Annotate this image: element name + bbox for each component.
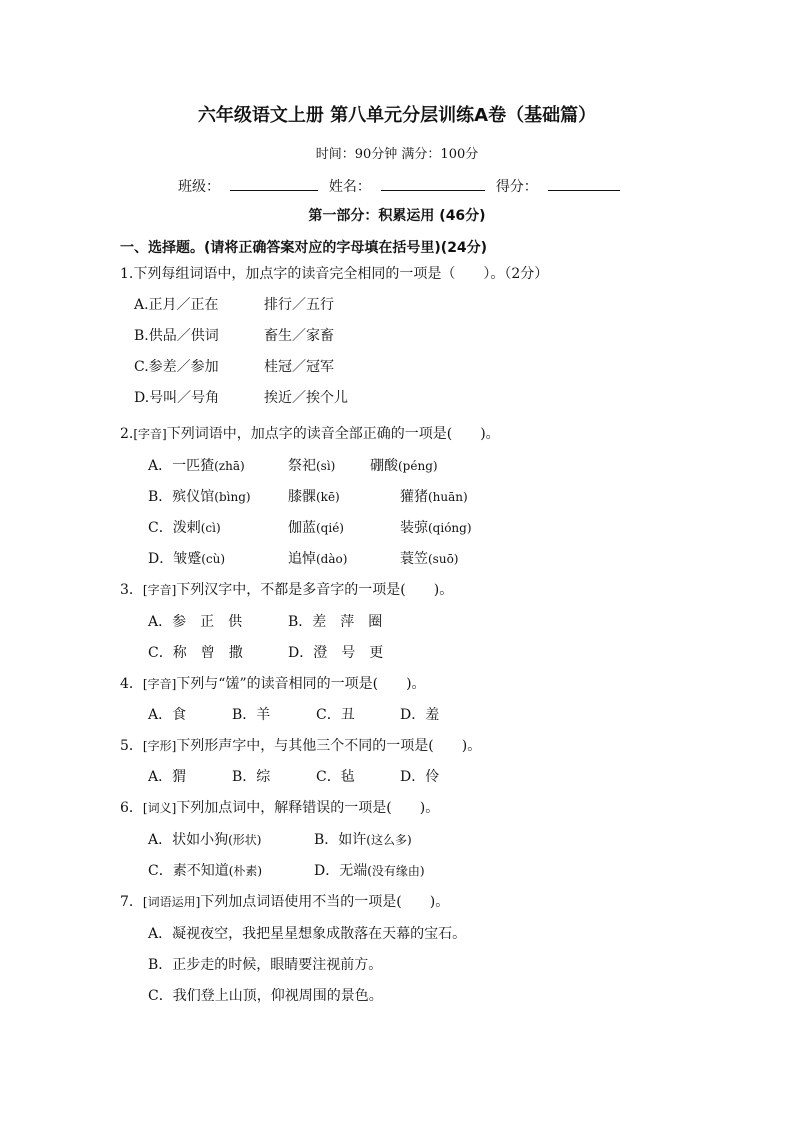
q2-c-p1: (cì) — [200, 521, 221, 535]
q6-option-a-expl: (形状) — [228, 833, 262, 847]
q3-option-a: A．参 正 供 — [148, 614, 243, 630]
q2-d-item3 — [400, 549, 458, 569]
q3-row2 — [148, 643, 383, 663]
q1-option-d-right: 挨近／挨个儿 — [264, 390, 348, 406]
q1-option-c — [134, 357, 334, 377]
q2-tag: [字音] — [133, 427, 167, 441]
q4-option-a: A．食 — [148, 707, 187, 723]
q1-option-b-left: B.供品／供词 — [134, 328, 219, 344]
q2-a-p3: (péng) — [398, 459, 438, 473]
q1-option-d — [134, 388, 348, 408]
q3-stem — [120, 580, 453, 600]
q2-option-b — [148, 487, 468, 507]
part1-title: 第一部分：积累运用 (46分) — [308, 208, 486, 224]
q4-stem — [120, 674, 426, 694]
section1-text: 一、选择题。(请将正确答案对应的字母填在括号里)(24分) — [120, 240, 488, 256]
q3-option-c: C．称 曾 撒 — [148, 645, 243, 661]
q5-number: 5． — [120, 738, 143, 754]
q2-a-w3: 硼酸 — [370, 458, 398, 474]
q6-option-d — [314, 861, 425, 881]
q2-a-p2: (sì) — [316, 459, 336, 473]
q1-option-d-left: D.号叫／号角 — [134, 390, 220, 406]
q2-d-item2 — [288, 549, 400, 569]
q7-option-a: A．凝视夜空，我把星星想象成散落在天幕的宝石。 — [148, 926, 467, 942]
q6-option-b — [314, 830, 412, 850]
q3-number: 3． — [120, 582, 143, 598]
q2-d-label: D． — [148, 551, 174, 567]
q5-stem — [120, 736, 481, 756]
q2-d-item1 — [148, 549, 288, 569]
q1-option-a — [134, 295, 334, 315]
q2-a-item1 — [148, 456, 288, 476]
q6-tag: [词义] — [142, 801, 177, 815]
class-blank[interactable] — [230, 176, 318, 191]
q7-tag: [词语运用] — [142, 895, 201, 909]
q7-stem — [120, 892, 449, 912]
q2-a-w1: 一匹猹 — [172, 458, 215, 474]
q1-option-c-left: C.参差／参加 — [134, 359, 219, 375]
q5-options — [148, 767, 439, 787]
q2-option-d — [148, 549, 458, 569]
q2-a-w2: 祭祀 — [288, 458, 316, 474]
q6-row2 — [148, 861, 425, 881]
q6-option-c — [148, 861, 314, 881]
q3-option-d: D．澄 号 更 — [288, 645, 384, 661]
q1-stem: 1.下列每组词语中，加点字的读音完全相同的一项是（ ）。（2分） — [120, 266, 549, 282]
q1-option-b-right: 畜生／家畜 — [264, 328, 334, 344]
q2-d-p3: (suō) — [428, 552, 459, 566]
name-label: 姓名： — [328, 179, 371, 195]
q3-tag: [字音] — [142, 583, 177, 597]
q7-text: 下列加点词语使用不当的一项是( )。 — [200, 894, 450, 910]
q2-d-p1: (cù) — [201, 552, 226, 566]
q2-b-item3 — [400, 487, 468, 507]
q6-option-a-text: A．状如小狗 — [148, 832, 229, 848]
q4-text: 下列与“馐”的读音相同的一项是( )。 — [176, 676, 426, 692]
q2-c-p2: (qié) — [316, 521, 344, 535]
score-blank[interactable] — [548, 176, 620, 191]
q3-row1 — [148, 612, 382, 632]
q2-text: 下列词语中，加点字的读音全部正确的一项是( )。 — [166, 426, 500, 442]
q4-option-d: D．羞 — [400, 707, 440, 723]
q2-b-item2 — [288, 487, 400, 507]
q6-stem — [120, 798, 439, 818]
q2-b-p2: (kē) — [316, 490, 340, 504]
q2-stem — [120, 424, 500, 444]
q4-options — [148, 705, 439, 725]
q2-c-w3: 装弶 — [400, 520, 428, 536]
student-info-row — [178, 176, 626, 197]
q4-option-b: B．羊 — [232, 707, 271, 723]
q2-d-p2: (dào) — [316, 552, 348, 566]
q2-b-w1: 殡仪馆 — [172, 489, 215, 505]
q2-c-w1: 泼剌 — [172, 520, 201, 536]
q2-b-p1: (bìng) — [214, 490, 251, 504]
q3-text: 下列汉字中，不都是多音字的一项是( )。 — [176, 582, 454, 598]
q2-d-w1: 皱蹙 — [173, 551, 202, 567]
q2-c-item3 — [400, 518, 472, 538]
q3-option-b: B．差 萍 圈 — [288, 614, 383, 630]
exam-meta: 时间：90分钟 满分：100分 — [315, 147, 479, 162]
q5-option-c: C．毡 — [316, 769, 355, 785]
q2-b-p3: (huān) — [428, 490, 468, 504]
q2-c-w2: 伽蓝 — [288, 520, 316, 536]
q2-b-label: B． — [148, 489, 173, 505]
q2-a-item3 — [370, 456, 438, 476]
q7-number: 7． — [120, 894, 143, 910]
q5-option-b: B．综 — [232, 769, 271, 785]
q6-option-d-expl: (没有缘由) — [367, 864, 425, 878]
q7-option-c: C．我们登上山顶，仰视周围的景色。 — [148, 988, 383, 1004]
q2-d-w2: 追悼 — [288, 551, 316, 567]
q2-option-a — [148, 456, 438, 476]
q6-text: 下列加点词中，解释错误的一项是( )。 — [176, 800, 440, 816]
q4-option-c: C．丑 — [316, 707, 355, 723]
q2-a-p1: (zhā) — [214, 459, 245, 473]
q5-option-a: A．猬 — [148, 769, 187, 785]
q1-option-a-right: 排行／五行 — [264, 297, 334, 313]
q2-a-item2 — [288, 456, 370, 476]
name-blank[interactable] — [381, 176, 485, 191]
q5-tag: [字形] — [142, 739, 177, 753]
q1-option-b — [134, 326, 334, 346]
q2-b-w3: 獾猪 — [400, 489, 428, 505]
q2-c-label: C． — [148, 520, 173, 536]
class-label: 班级： — [178, 179, 220, 195]
q2-b-w2: 膝髁 — [288, 489, 316, 505]
q1-option-c-right: 桂冠／冠军 — [264, 359, 334, 375]
q2-c-item1 — [148, 518, 288, 538]
q2-a-label: A． — [148, 458, 173, 474]
q7-option-b: B．正步走的时候，眼睛要注视前方。 — [148, 957, 383, 973]
exam-title: 六年级语文上册 第八单元分层训练A卷（基础篇） — [197, 105, 597, 126]
q6-option-a — [148, 830, 314, 850]
q2-c-item2 — [288, 518, 400, 538]
q2-option-c — [148, 518, 472, 538]
q2-c-p3: (qióng) — [428, 521, 472, 535]
q4-number: 4． — [120, 676, 143, 692]
q5-text: 下列形声字中，与其他三个不同的一项是( )。 — [176, 738, 482, 754]
score-label: 得分： — [495, 179, 538, 195]
q4-tag: [字音] — [142, 677, 177, 691]
q2-b-item1 — [148, 487, 288, 507]
q6-option-c-expl: (朴素) — [228, 864, 263, 878]
q6-number: 6． — [120, 800, 143, 816]
q6-option-d-text: D．无端 — [314, 863, 368, 879]
section1-title — [120, 238, 487, 258]
q6-option-c-text: C．素不知道 — [148, 863, 229, 879]
q1-option-a-left: A.正月／正在 — [134, 297, 219, 313]
q5-option-d: D．伶 — [400, 769, 440, 785]
q2-number: 2. — [120, 426, 134, 442]
q6-option-b-text: B．如许 — [314, 832, 367, 848]
q2-d-w3: 蓑笠 — [400, 551, 428, 567]
q6-row1 — [148, 830, 412, 850]
q6-option-b-expl: (这么多) — [366, 833, 412, 847]
